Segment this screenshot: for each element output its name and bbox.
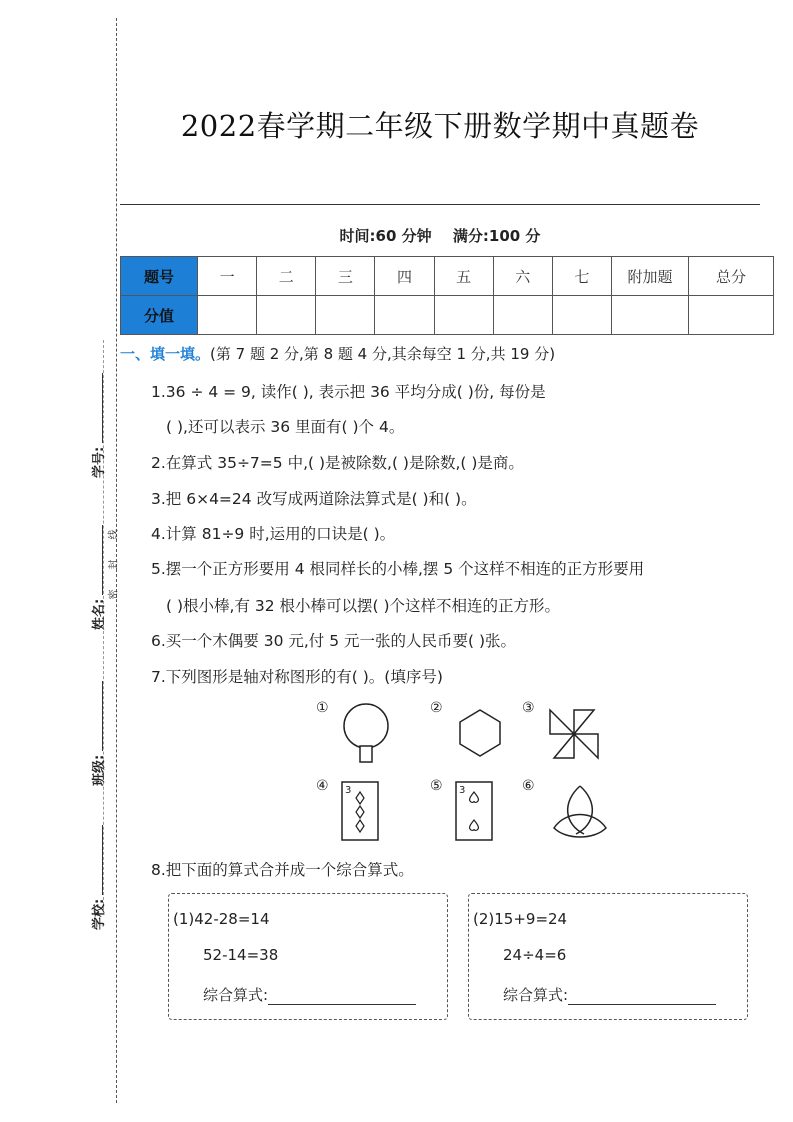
school-field[interactable] [88, 825, 107, 930]
q8-box-2-line-1: (2)15+9=24 [473, 910, 568, 928]
score-cell[interactable] [493, 296, 552, 335]
score-header-cell: 二 [257, 257, 316, 296]
playing-card-spade-icon [454, 780, 494, 842]
school-label: 学校: [92, 898, 107, 930]
score-header-cell: 六 [493, 257, 552, 296]
question-3: 3.把 6×4=24 改写成两道除法算式是( )和( )。 [151, 490, 477, 508]
seal-char-xian: 线 [108, 529, 120, 540]
score-table-header-row [121, 257, 774, 296]
seal-char-feng: 封 [108, 559, 120, 570]
q8-box-2 [468, 893, 748, 1020]
score-cell[interactable] [375, 296, 434, 335]
class-field[interactable] [88, 681, 107, 786]
score-cell[interactable] [689, 296, 774, 335]
name-label: 姓名: [92, 598, 107, 630]
class-label: 班级: [92, 754, 107, 786]
title-divider [120, 204, 760, 205]
q8-box-2-answer-field[interactable] [568, 992, 716, 1005]
question-8: 8.把下面的算式合并成一个综合算式。 [151, 861, 414, 879]
score-cell[interactable] [198, 296, 257, 335]
score-header-cell: 一 [198, 257, 257, 296]
exam-time: 时间:60 分钟 [339, 227, 432, 245]
score-cell[interactable] [316, 296, 375, 335]
section-heading [120, 343, 555, 364]
score-header-cell: 题号 [121, 257, 198, 296]
score-header-cell: 五 [434, 257, 493, 296]
score-header-cell: 总分 [689, 257, 774, 296]
score-header-cell: 七 [552, 257, 611, 296]
student-number-field[interactable] [88, 373, 107, 478]
figure-2-label: ② [430, 700, 443, 716]
figure-4 [316, 778, 396, 848]
q8-box-1-line-1: (1)42-28=14 [173, 910, 270, 928]
score-cell[interactable] [434, 296, 493, 335]
figure-1 [316, 700, 396, 770]
q8-box-2-answer-label: 综合算式: [503, 986, 569, 1004]
q8-box-1-line-2: 52-14=38 [203, 946, 279, 964]
score-cell[interactable] [612, 296, 689, 335]
hexagon-icon [454, 702, 506, 764]
q8-box-1-answer-label: 综合算式: [203, 986, 269, 1004]
exam-info [120, 225, 760, 246]
figure-2 [430, 700, 510, 770]
q8-box-1-line-3 [203, 984, 416, 1005]
q8-box-1 [168, 893, 448, 1020]
score-cell[interactable] [257, 296, 316, 335]
triquetra-icon [546, 780, 614, 842]
question-5-line-2: ( )根小棒,有 32 根小棒可以摆( )个这样不相连的正方形。 [166, 597, 561, 615]
score-table-value-row [121, 296, 774, 335]
q8-box-2-line-2: 24÷4=6 [503, 946, 567, 964]
figure-6-label: ⑥ [522, 778, 535, 794]
page-title: 2022春学期二年级下册数学期中真题卷 [180, 109, 700, 143]
student-number-label: 学号: [92, 446, 107, 478]
pinwheel-icon [546, 702, 602, 764]
question-1-line-1: 1.36 ÷ 4 = 9, 读作( ), 表示把 36 平均分成( )份, 每份是 [151, 383, 546, 401]
score-header-cell: 三 [316, 257, 375, 296]
score-header-cell: 附加题 [612, 257, 689, 296]
question-6: 6.买一个木偶要 30 元,付 5 元一张的人民币要( )张。 [151, 632, 517, 650]
q8-box-2-line-3 [503, 984, 716, 1005]
score-cell[interactable] [552, 296, 611, 335]
section-note: (第 7 题 2 分,第 8 题 4 分,其余每空 1 分,共 19 分) [210, 345, 556, 363]
exam-full-score: 满分:100 分 [452, 227, 541, 245]
card-rank-5: 3 [459, 785, 466, 796]
question-4: 4.计算 81÷9 时,运用的口诀是( )。 [151, 525, 396, 543]
figure-3 [522, 700, 602, 770]
q8-box-1-answer-field[interactable] [268, 992, 416, 1005]
score-table [120, 256, 774, 335]
score-value-label: 分值 [121, 296, 198, 335]
name-field[interactable] [88, 525, 107, 630]
figure-5-label: ⑤ [430, 778, 443, 794]
figure-1-label: ① [316, 700, 329, 716]
seal-char-mi: 密 [108, 589, 120, 600]
figure-5 [430, 778, 510, 848]
figure-6 [522, 778, 602, 848]
question-1-line-2: ( ),还可以表示 36 里面有( )个 4。 [166, 418, 405, 436]
question-2: 2.在算式 35÷7=5 中,( )是被除数,( )是除数,( )是商。 [151, 454, 524, 472]
card-rank-4: 3 [345, 785, 352, 796]
round-fan-icon [340, 702, 392, 764]
score-header-cell: 四 [375, 257, 434, 296]
figure-3-label: ③ [522, 700, 535, 716]
symmetry-figures [310, 700, 630, 850]
section-title: 一、填一填。 [120, 345, 211, 363]
question-7: 7.下列图形是轴对称图形的有( )。(填序号) [151, 668, 443, 686]
question-5-line-1: 5.摆一个正方形要用 4 根同样长的小棒,摆 5 个这样不相连的正方形要用 [151, 560, 645, 578]
playing-card-diamond-icon [340, 780, 380, 842]
figure-4-label: ④ [316, 778, 329, 794]
